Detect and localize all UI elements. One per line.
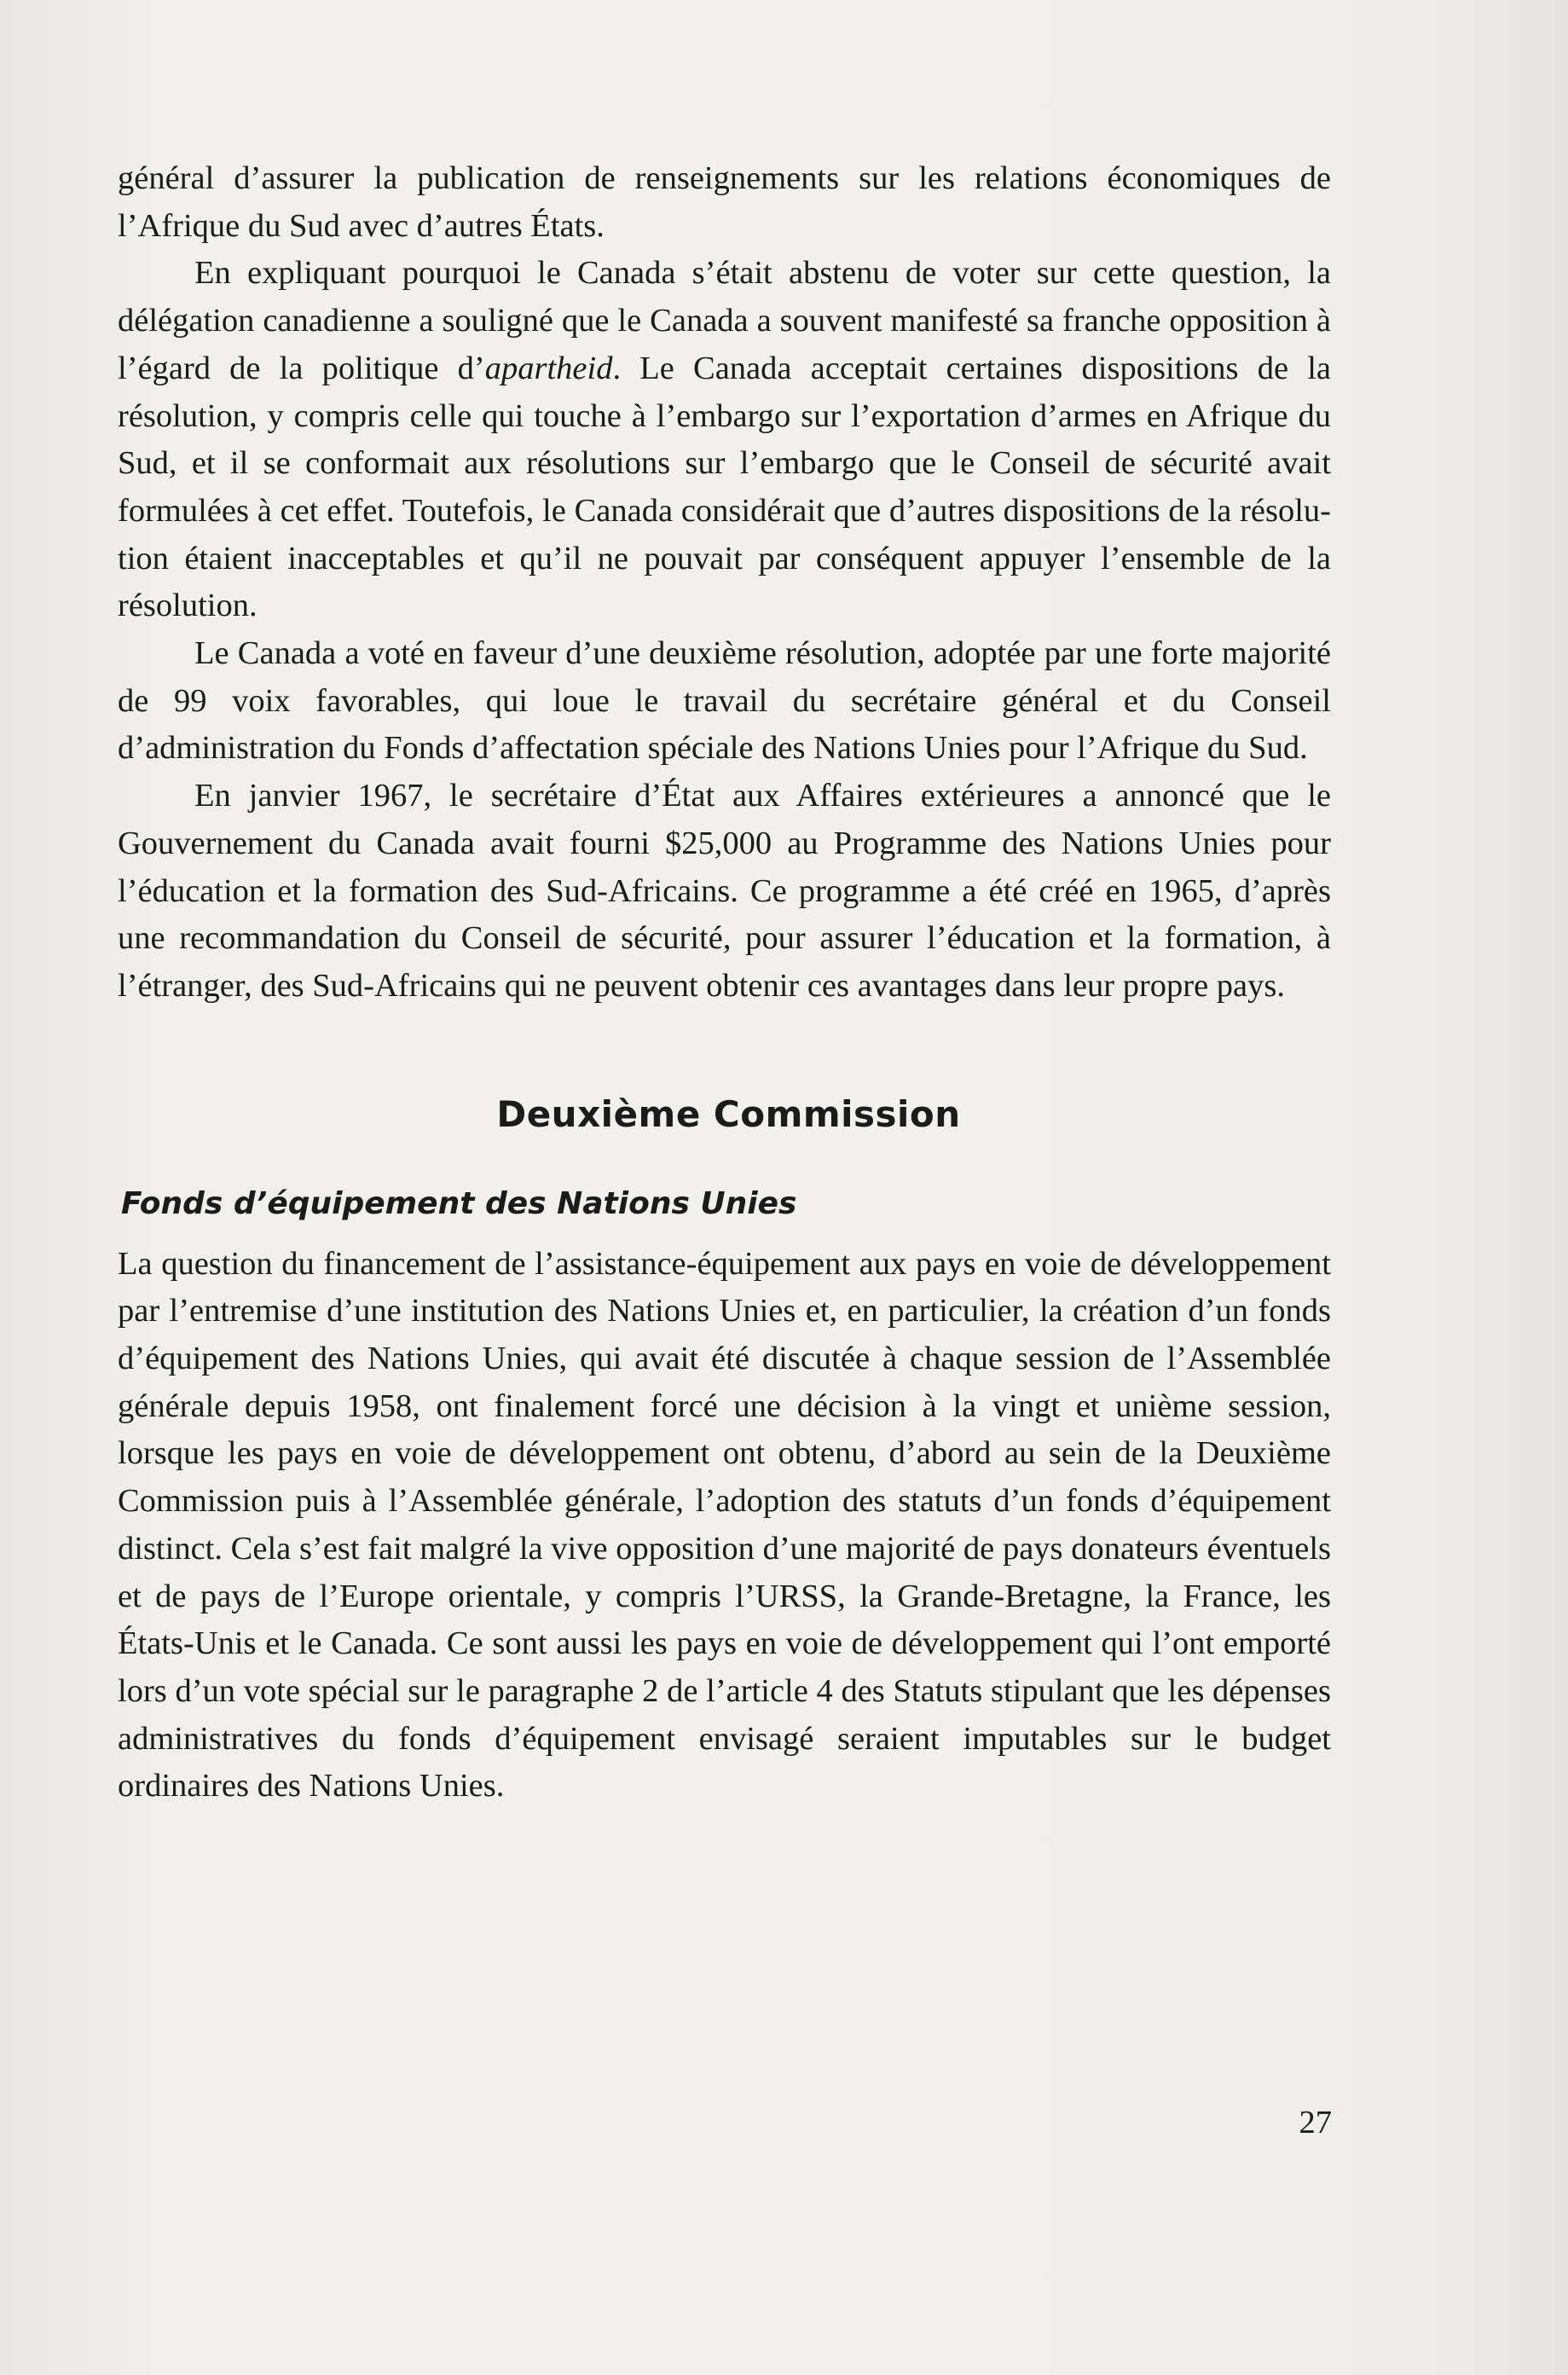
paragraph-text-before-emphasis: En expliquant pourquoi le Canada s’était abstenu de voter sur cette question, la délégation canadienne a souligné que le Canada a souvent manifesté sa franche opposition à l’égard de la politique d’ bbox=[118, 255, 1331, 386]
paragraph-text-after-emphasis: . Le Canada acceptait certaines dispositions de la résolution, y compris celle qui touche à l’embargo sur l’exportation d’armes en Afrique du Sud, et il se conformait aux résolutions sur l’embargo que le Conseil de sécurité avait formulées à cet effet. Toutefois, le Canada considérait que d’autres dispositions de la résolution étaient inacceptables et qu’il ne pouvait par conséquent appuyer l’ensemble de la résolution. bbox=[118, 350, 1331, 624]
emphasized-term: apartheid bbox=[484, 350, 613, 386]
section-heading: Deuxième Commission bbox=[496, 1092, 961, 1135]
page-body bbox=[118, 155, 1331, 1810]
page-number: 27 bbox=[1299, 2105, 1332, 2140]
paragraph-continuation: général d’assurer la publication de renseignements sur les relations économiques de l’Afrique du Sud avec d’autres États. bbox=[118, 160, 1331, 244]
sub-heading: Fonds d’équipement des Nations Unies bbox=[121, 1185, 797, 1221]
paragraph-capital-fund: La question du financement de l’assistance-équipement aux pays en voie de développement par l’entremise d’une institution des Nations Unies et, en particulier, la création d’un fonds d’équipement des Nations Unies, qui avait été discutée à chaque session de l’Assemblée générale depuis 1958, ont finalement forcé une décision à la vingt et unième session, lorsque les pays en voie de développement ont obtenu, d’abord au sein de la Deuxième Commission puis à l’Assemblée générale, l’adoption des statuts d’un fonds d’équipement distinct. Cela s’est fait malgré la vive opposition d’une majorité de pays donateurs éventuels et de pays de l’Europe orientale, y compris l’URSS, la Grande-Bretagne, la France, les États-Unis et le Canada. Ce sont aussi les pays en voie de développement qui l’ont emporté lors d’un vote spécial sur le paragraphe 2 de l’article 4 des Statuts stipulant que les dépenses administratives du fonds d’équipement envisagé seraient imputables sur le budget ordinaires des Nations Unies. bbox=[118, 1245, 1331, 1804]
paragraph-second-resolution: Le Canada a voté en faveur d’une deuxième résolution, adoptée par une forte majorité de 99 voix favorables, qui loue le travail du secrétaire général et du Conseil d’administration du Fonds d’affectation spéciale des Nations Unies pour l’Afrique du Sud. bbox=[118, 635, 1331, 767]
paragraph-canada-abstention bbox=[118, 250, 1331, 630]
paragraph-january-1967: En janvier 1967, le secrétaire d’État aux Affaires extérieures a annoncé que le Gouvernement du Canada avait fourni $25,000 au Programme des Nations Unies pour l’éducation et la formation des Sud-Africains. Ce programme a été créé en 1965, d’après une recommandation du Conseil de sécurité, pour assurer l’éducation et la formation, à l’étranger, des Sud-Africains qui ne peuvent obtenir ces avantages dans leur propre pays. bbox=[118, 778, 1331, 1004]
